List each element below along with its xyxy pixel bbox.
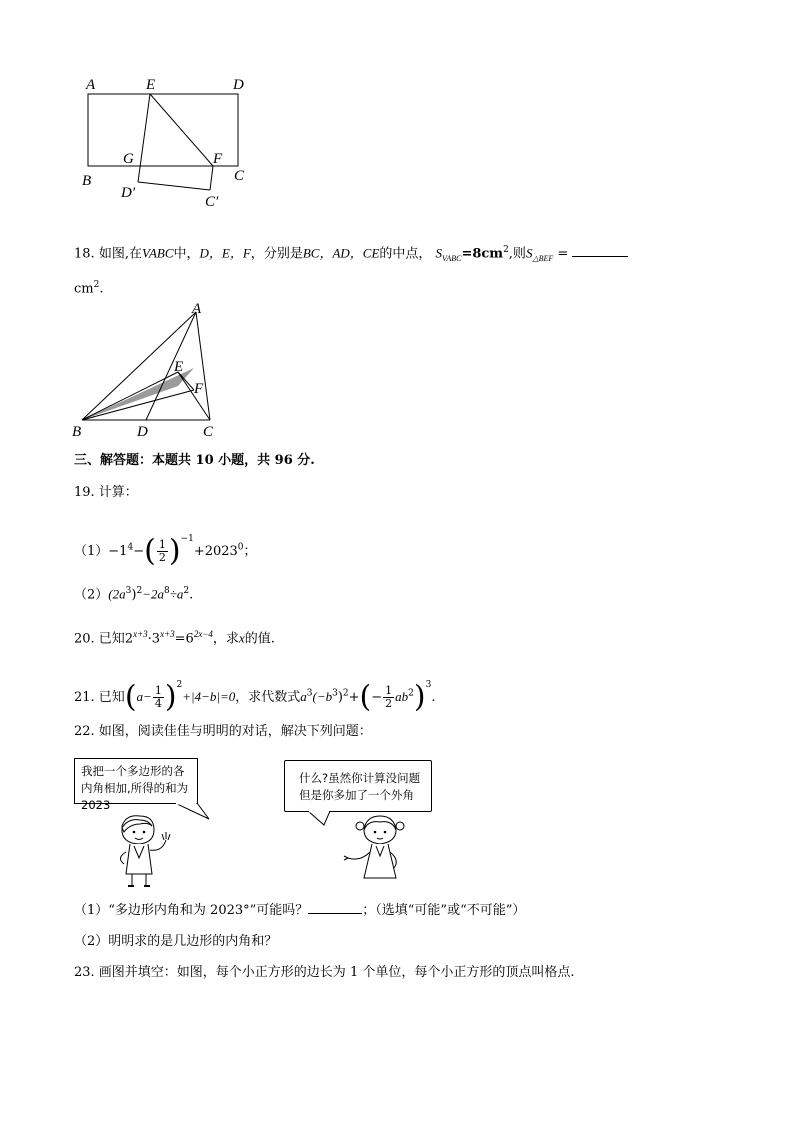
question-18: 18. 如图,在VABC中，D，E，F，分别是BC，AD，CE的中点， $S_{VABC}=8cm^2$,则$S_{\triangle BEF}$ = [74, 241, 628, 268]
label-C: C [203, 424, 214, 440]
question-22-part1: （1）“多边形内角和为 2023°”可能吗？ ；（选填“可能”或“不可能”） [74, 903, 526, 918]
label-E: E [146, 77, 156, 93]
section-title: 三、解答题：本题共 10 小题，共 96 分. [74, 453, 315, 468]
question-19-part1: $(1)-1^4-$( $\frac{1}{2}$ )$^{-1}+2023^0$； [74, 533, 257, 569]
label-D: D [137, 424, 148, 440]
label-F: F [213, 151, 223, 167]
answer-blank[interactable] [308, 901, 362, 914]
question-22: 22. 如图，阅读佳佳与明明的对话，解决下列问题： [74, 724, 372, 739]
label-G: G [123, 151, 134, 167]
question-19-part2: $(2)(2a^3)^2-2a^8\div a^2$. [74, 586, 194, 603]
triangle-figure [70, 300, 230, 445]
label-B: B [82, 173, 92, 189]
question-19: 19. 计算： [74, 485, 138, 500]
answer-blank[interactable] [572, 244, 628, 257]
label-A: A [86, 77, 96, 93]
question-18-unit: $cm^2$. [74, 280, 104, 297]
bubble-tail-right [300, 811, 340, 831]
label-A: A [192, 301, 202, 317]
boy-cartoon [100, 812, 180, 892]
label-C-prime: C′ [205, 194, 219, 210]
girl-cartoon [340, 812, 420, 887]
question-23: 23. 画图并填空：如图，每个小正方形的边长为 1 个单位，每个小正方形的顶点叫格点. [74, 965, 575, 980]
label-F: F [194, 381, 204, 397]
question-20: 20. 已知$2^{x+3}\cdot 3^{x+3}=6^{2x-4}$，求x的值. [74, 629, 275, 647]
label-E: E [174, 359, 184, 375]
label-D-prime: D′ [121, 185, 136, 201]
label-C: C [234, 168, 245, 184]
speech-bubble-left: 我把一个多边形的各内角相加,所得的和为2023 [74, 758, 198, 804]
label-D: D [233, 77, 244, 93]
bubble-tail-left [175, 803, 215, 823]
rectangle-fold-figure [76, 72, 266, 212]
question-21: 21. 已知(a− $\frac{1}{4}$ )$^2$+|4−b|=0，求代数式$a^3(-b^3)^2+(-$ $\frac{1}{2}$ $ab^2)^3$. [74, 679, 436, 715]
speech-bubble-right: 什么?虽然你计算没问题但是你多加了一个外角 [284, 760, 432, 812]
question-22-part2: （2）明明求的是几边形的内角和？ [74, 934, 278, 949]
label-B: B [72, 424, 82, 440]
